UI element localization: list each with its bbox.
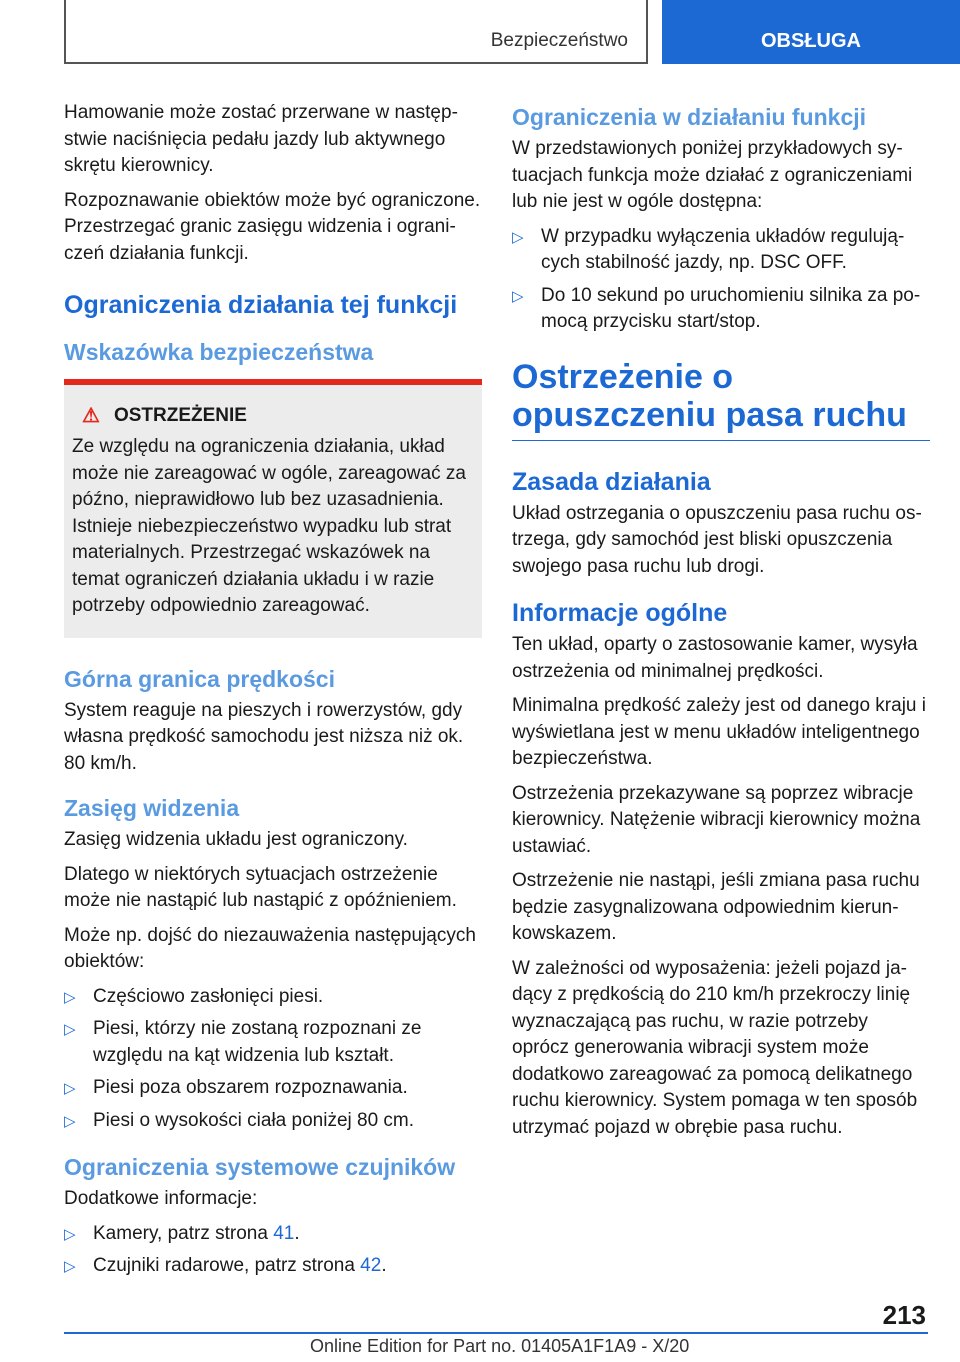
list-item: ▷ Piesi poza obszarem rozpoznawania. bbox=[64, 1075, 482, 1102]
paragraph: Ten układ, oparty o zastosowanie kamer, wysyła ostrzeżenia od minimalnej prędkości. bbox=[512, 634, 918, 682]
list-item: ▷ Piesi, którzy nie zostaną rozpoznani ze względu na kąt widzenia lub kształt. bbox=[64, 1018, 422, 1066]
warning-title bbox=[72, 403, 472, 428]
bullet-icon: ▷ bbox=[64, 1112, 76, 1130]
bullet-icon: ▷ bbox=[64, 1225, 76, 1243]
header-section-title: Bezpieczeństwo bbox=[490, 30, 628, 51]
footer-edition: Online Edition for Part no. 01405A1F1A9 - X/20 bbox=[310, 1336, 690, 1356]
right-column bbox=[512, 100, 930, 1149]
func-list bbox=[512, 224, 930, 336]
bullet-icon: ▷ bbox=[64, 1080, 76, 1097]
list-item: ▷ W przypadku wyłączenia układów regulujących stabilność jazdy, np. DSC OFF. bbox=[512, 225, 905, 273]
heading-general: Informacje ogólne bbox=[512, 599, 728, 627]
heading-sensors: Ograniczenia systemowe czujników bbox=[64, 1154, 456, 1180]
paragraph: Układ ostrzegania o opuszczeniu pasa ruchu ostrzega, gdy samochód jest bliski opuszczenia swojego pasa ruchu lub drogi. bbox=[512, 502, 922, 577]
list-item: ▷ Kamery, patrz strona 41. bbox=[64, 1221, 482, 1248]
page-link-41[interactable]: 41 bbox=[273, 1222, 295, 1244]
list-item: ▷ Częściowo zasłonięci piesi. bbox=[64, 984, 482, 1011]
bullet-icon: ▷ bbox=[64, 988, 76, 1006]
bullet-icon: ▷ bbox=[64, 1021, 76, 1038]
list-item: ▷ Do 10 sekund po uruchomieniu silnika za pomocą przycisku start/stop. bbox=[512, 284, 921, 332]
heading-limits: Ograniczenia działania tej funkcji bbox=[64, 291, 458, 319]
warning-icon: ⚠ bbox=[82, 405, 100, 427]
heading-func-limits: Ograniczenia w działaniu funkcji bbox=[512, 104, 867, 130]
paragraph: System reaguje na pieszych i rowerzystów, gdy własna prędkość samochodu jest niższa niż ok. 80 km/h. bbox=[64, 699, 464, 774]
paragraph: Dodatkowe informacje: bbox=[64, 1188, 258, 1209]
heading-principle: Zasada działania bbox=[512, 467, 711, 496]
warning-text: Ze względu na ograniczenia działania, układ może nie zareagować w ogóle, zareagować za późno, nieprawidłowo lub bez uzasadnienia. Istnieje niebezpieczeństwo wypadku lub strat materialnych. Przestrzegać wskazówek na temat ograniczeń działania układu i w razie potrzeby odpowiednio zareagować. bbox=[72, 436, 466, 616]
page-number: 213 bbox=[882, 1300, 926, 1330]
left-column bbox=[64, 100, 482, 1288]
paragraph: Minimalna prędkość zależy jest od danego kraju i wyświetlana jest w menu układów inteligentnego bezpieczeństwa. bbox=[512, 695, 926, 769]
paragraph: Może np. dojść do niezauważenia następujących obiektów: bbox=[64, 924, 476, 972]
header-tab[interactable]: OBSŁUGA bbox=[662, 0, 960, 64]
bullet-icon: ▷ bbox=[64, 1258, 76, 1275]
paragraph: W przedstawionych poniżej przykładowych sytuacjach funkcja może działać z ograniczeniami lub nie jest w ogóle dostępna: bbox=[512, 138, 913, 212]
heading-lane-departure: Ostrzeżenie o opuszczeniu pasa ruchu bbox=[512, 358, 930, 441]
paragraph: Zasięg widzenia układu jest ograniczony. bbox=[64, 829, 408, 850]
list-item: ▷ Czujniki radarowe, patrz strona 42. bbox=[64, 1253, 482, 1280]
sensor-list bbox=[64, 1221, 482, 1280]
footer-divider bbox=[64, 1332, 928, 1334]
list-item: ▷ Piesi o wysokości ciała poniżej 80 cm. bbox=[64, 1108, 482, 1135]
paragraph: W zależności od wyposażenia: jeżeli pojazd jadący z prędkością do 210 km/h przekroczy linię wyznaczającą pas ruchu, w razie potrzeby oprócz generowania wibracji system może dodatkowo zareagować za pomocą delikatnego ruchu kierownicy. System pomaga w ten sposób utrzymać pojazd w obrębie pasa ruchu. bbox=[512, 957, 918, 1138]
paragraph: Rozpoznawanie obiektów może być ograniczone. Przestrzegać granic zasięgu widzenia i ograniczeń działania funkcji. bbox=[64, 189, 481, 264]
heading-range: Zasięg widzenia bbox=[64, 795, 240, 821]
paragraph: Dlatego w niektórych sytuacjach ostrzeżenie może nie nastąpić lub nastąpić z opóźnieniem. bbox=[64, 863, 457, 911]
warning-title-text: OSTRZEŻENIE bbox=[113, 404, 247, 426]
bullet-icon: ▷ bbox=[512, 287, 524, 305]
heading-speed: Górna granica prędkości bbox=[64, 665, 335, 692]
heading-safety: Wskazówka bezpieczeństwa bbox=[64, 339, 374, 365]
paragraph: Ostrzeżenia przekazywane są poprzez wibracje kierownicy. Natężenie wibracji kierownicy można ustawiać. bbox=[512, 782, 921, 857]
header-frame bbox=[64, 0, 648, 64]
range-list bbox=[64, 984, 482, 1135]
page-link-42[interactable]: 42 bbox=[360, 1255, 382, 1276]
paragraph: Ostrzeżenie nie nastąpi, jeśli zmiana pasa ruchu będzie zasygnalizowana odpowiednim kierunkowskazem. bbox=[512, 870, 920, 944]
warning-box bbox=[64, 379, 482, 638]
paragraph: Hamowanie może zostać przerwane w następstwie naciśnięcia pedału jazdy lub aktywnego skrętu kierownicy. bbox=[64, 102, 458, 176]
bullet-icon: ▷ bbox=[512, 228, 524, 246]
